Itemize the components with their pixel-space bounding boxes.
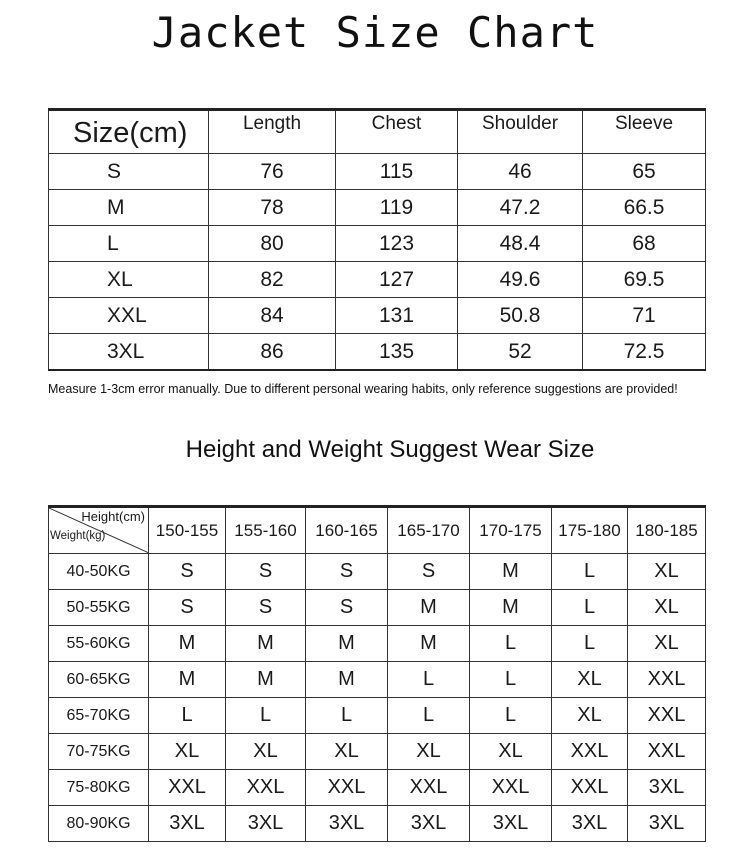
suggested-size-cell: XL — [226, 734, 306, 770]
size-header-chest: Chest — [336, 110, 458, 154]
height-range-header: 160-165 — [306, 507, 388, 554]
wear-size-title: Height and Weight Suggest Wear Size — [185, 436, 595, 463]
size-value-cell: 115 — [336, 154, 458, 190]
weight-range-label: 70-75KG — [49, 734, 149, 770]
weight-row — [49, 590, 706, 626]
size-value-cell: 49.6 — [458, 262, 583, 298]
weight-range-label: 50-55KG — [49, 590, 149, 626]
corner-height-label: Height(cm) — [81, 509, 145, 524]
size-header-length: Length — [209, 110, 336, 154]
size-header-size: Size(cm) — [49, 110, 209, 154]
size-label-cell: XXL — [49, 298, 209, 334]
suggested-size-cell: XXL — [628, 698, 706, 734]
suggested-size-cell: 3XL — [226, 806, 306, 842]
suggested-size-cell: XXL — [628, 662, 706, 698]
weight-row — [49, 626, 706, 662]
suggested-size-cell: 3XL — [388, 806, 470, 842]
suggested-size-cell: M — [470, 554, 552, 590]
height-range-header: 170-175 — [470, 507, 552, 554]
suggested-size-cell: XL — [628, 626, 706, 662]
suggested-size-cell: L — [388, 662, 470, 698]
size-value-cell: 123 — [336, 226, 458, 262]
suggested-size-cell: L — [470, 698, 552, 734]
suggested-size-cell: L — [470, 626, 552, 662]
size-value-cell: 127 — [336, 262, 458, 298]
size-value-cell: 135 — [336, 334, 458, 371]
size-table — [48, 108, 706, 371]
weight-row — [49, 806, 706, 842]
page-title: Jacket Size Chart — [151, 8, 599, 57]
size-row — [49, 334, 706, 371]
wear-size-table — [48, 505, 706, 842]
size-value-cell: 82 — [209, 262, 336, 298]
size-value-cell: 78 — [209, 190, 336, 226]
size-value-cell: 72.5 — [583, 334, 706, 371]
suggested-size-cell: XXL — [628, 734, 706, 770]
weight-range-label: 55-60KG — [49, 626, 149, 662]
suggested-size-cell: 3XL — [628, 806, 706, 842]
suggested-size-cell: M — [388, 626, 470, 662]
size-value-cell: 131 — [336, 298, 458, 334]
size-label-cell: 3XL — [49, 334, 209, 371]
weight-row — [49, 554, 706, 590]
suggested-size-cell: XXL — [226, 770, 306, 806]
measurement-note: Measure 1-3cm error manually. Due to different personal wearing habits, only reference suggestions are provided! — [48, 382, 678, 396]
suggested-size-cell: XL — [149, 734, 226, 770]
suggested-size-cell: M — [226, 662, 306, 698]
size-value-cell: 80 — [209, 226, 336, 262]
size-value-cell: 50.8 — [458, 298, 583, 334]
size-table-header-row — [49, 110, 706, 154]
wear-table-header-row — [49, 507, 706, 554]
suggested-size-cell: XL — [388, 734, 470, 770]
size-row — [49, 190, 706, 226]
size-label-cell: S — [49, 154, 209, 190]
size-value-cell: 66.5 — [583, 190, 706, 226]
size-value-cell: 71 — [583, 298, 706, 334]
suggested-size-cell: L — [149, 698, 226, 734]
suggested-size-cell: XXL — [470, 770, 552, 806]
suggested-size-cell: M — [226, 626, 306, 662]
suggested-size-cell: XL — [470, 734, 552, 770]
suggested-size-cell: XL — [628, 590, 706, 626]
suggested-size-cell: S — [149, 554, 226, 590]
suggested-size-cell: XXL — [388, 770, 470, 806]
suggested-size-cell: S — [306, 590, 388, 626]
suggested-size-cell: XL — [628, 554, 706, 590]
suggested-size-cell: L — [552, 626, 628, 662]
height-range-header: 165-170 — [388, 507, 470, 554]
size-value-cell: 47.2 — [458, 190, 583, 226]
size-row — [49, 298, 706, 334]
size-table-body — [49, 154, 706, 371]
weight-row — [49, 734, 706, 770]
weight-row — [49, 698, 706, 734]
suggested-size-cell: 3XL — [306, 806, 388, 842]
suggested-size-cell: XL — [552, 698, 628, 734]
size-value-cell: 65 — [583, 154, 706, 190]
suggested-size-cell: S — [149, 590, 226, 626]
suggested-size-cell: M — [149, 626, 226, 662]
weight-range-label: 40-50KG — [49, 554, 149, 590]
height-range-header: 180-185 — [628, 507, 706, 554]
size-row — [49, 226, 706, 262]
height-range-header: 175-180 — [552, 507, 628, 554]
suggested-size-cell: S — [388, 554, 470, 590]
suggested-size-cell: S — [306, 554, 388, 590]
size-header-shoulder: Shoulder — [458, 110, 583, 154]
suggested-size-cell: XL — [552, 662, 628, 698]
weight-range-label: 80-90KG — [49, 806, 149, 842]
weight-row — [49, 662, 706, 698]
suggested-size-cell: L — [552, 590, 628, 626]
suggested-size-cell: XXL — [552, 734, 628, 770]
size-value-cell: 46 — [458, 154, 583, 190]
suggested-size-cell: 3XL — [628, 770, 706, 806]
size-header-sleeve: Sleeve — [583, 110, 706, 154]
size-row — [49, 154, 706, 190]
wear-table-corner-cell — [49, 507, 149, 554]
height-range-header: 155-160 — [226, 507, 306, 554]
suggested-size-cell: L — [306, 698, 388, 734]
suggested-size-cell: S — [226, 590, 306, 626]
wear-table-body — [49, 554, 706, 842]
suggested-size-cell: 3XL — [470, 806, 552, 842]
size-value-cell: 48.4 — [458, 226, 583, 262]
suggested-size-cell: S — [226, 554, 306, 590]
size-value-cell: 119 — [336, 190, 458, 226]
size-row — [49, 262, 706, 298]
height-range-header: 150-155 — [149, 507, 226, 554]
size-value-cell: 52 — [458, 334, 583, 371]
suggested-size-cell: 3XL — [552, 806, 628, 842]
suggested-size-cell: XL — [306, 734, 388, 770]
suggested-size-cell: L — [470, 662, 552, 698]
weight-row — [49, 770, 706, 806]
corner-weight-label: Weight(kg) — [50, 530, 106, 542]
weight-range-label: 60-65KG — [49, 662, 149, 698]
suggested-size-cell: XXL — [552, 770, 628, 806]
size-value-cell: 76 — [209, 154, 336, 190]
size-label-cell: XL — [49, 262, 209, 298]
suggested-size-cell: L — [388, 698, 470, 734]
size-value-cell: 86 — [209, 334, 336, 371]
weight-range-label: 65-70KG — [49, 698, 149, 734]
size-label-cell: L — [49, 226, 209, 262]
suggested-size-cell: XXL — [149, 770, 226, 806]
suggested-size-cell: XXL — [306, 770, 388, 806]
size-value-cell: 69.5 — [583, 262, 706, 298]
size-label-cell: M — [49, 190, 209, 226]
suggested-size-cell: 3XL — [149, 806, 226, 842]
suggested-size-cell: M — [470, 590, 552, 626]
suggested-size-cell: L — [552, 554, 628, 590]
size-value-cell: 84 — [209, 298, 336, 334]
suggested-size-cell: M — [388, 590, 470, 626]
suggested-size-cell: L — [226, 698, 306, 734]
size-value-cell: 68 — [583, 226, 706, 262]
suggested-size-cell: M — [149, 662, 226, 698]
suggested-size-cell: M — [306, 662, 388, 698]
weight-range-label: 75-80KG — [49, 770, 149, 806]
suggested-size-cell: M — [306, 626, 388, 662]
